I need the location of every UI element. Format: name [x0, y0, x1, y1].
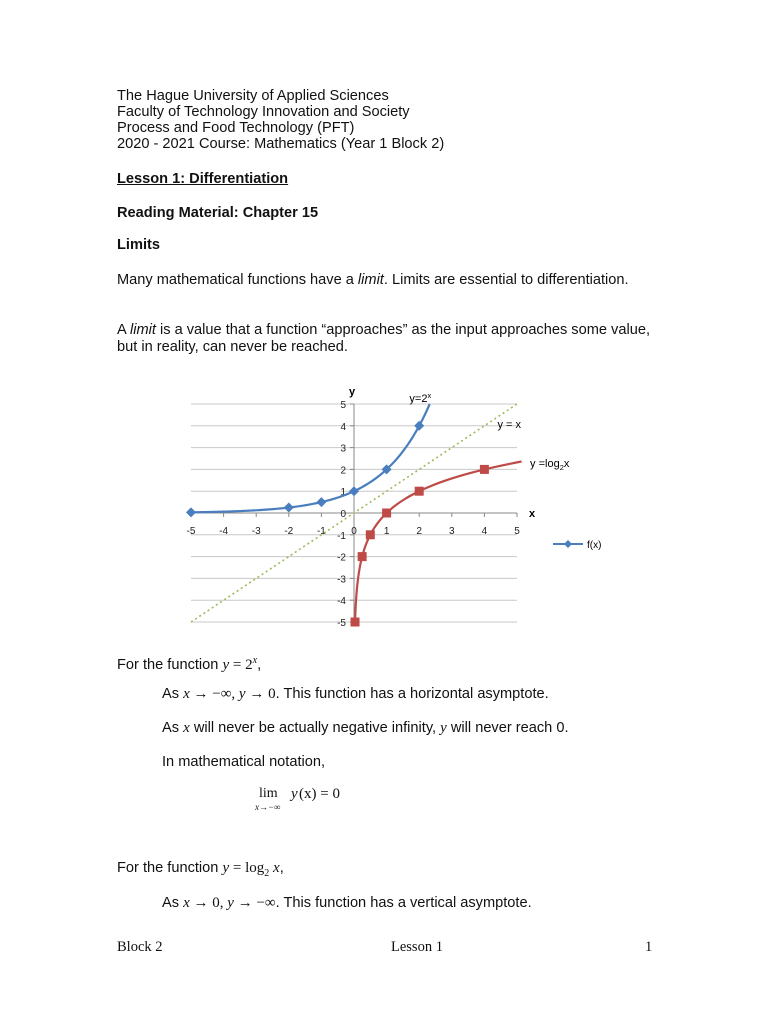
log-marker	[358, 552, 367, 561]
function2-intro-text: For the function	[117, 860, 223, 876]
function2-intro-end: ,	[279, 860, 284, 876]
function1-intro-text: For the function	[117, 656, 223, 673]
exp-curve	[191, 404, 430, 512]
paragraph-1	[117, 272, 657, 289]
paragraph-1-emphasis: limit	[357, 272, 384, 288]
legend-label: f(x)	[587, 540, 602, 551]
y-axis-label: y	[349, 386, 356, 398]
x-tick-label: -1	[316, 526, 326, 537]
limit-function-y: y	[291, 786, 298, 802]
limit-expression	[255, 786, 378, 816]
function2-line1-pre: As	[162, 895, 184, 911]
function1-expr-rhs: = 2	[229, 656, 253, 673]
limit-subscript: x→−∞	[255, 802, 281, 812]
function1-line2	[162, 720, 569, 736]
x-tick-label: 3	[449, 526, 455, 537]
log-marker	[382, 509, 391, 518]
section-title: Limits	[117, 237, 160, 253]
function1-line1-pre: As	[162, 686, 184, 702]
y-tick-label: 2	[340, 465, 346, 477]
limits-chart	[150, 378, 620, 640]
header-faculty: Faculty of Technology Innovation and Society	[117, 104, 410, 120]
x-tick-label: -3	[251, 526, 261, 537]
paragraph-2-end: is a value that a function “approaches” as the input approaches some value, but in reality, can never be reached.	[117, 322, 650, 355]
function1-line2-x: x	[183, 720, 190, 736]
function1-line2-end: will never reach 0.	[446, 720, 569, 736]
function2-expr-y: y	[222, 860, 230, 876]
exp-marker	[284, 503, 294, 513]
function2-line1-y: y	[227, 895, 234, 911]
paragraph-2-start: A	[117, 322, 130, 338]
log-curve-label-pre: y =log	[530, 457, 560, 470]
chart-labels	[349, 386, 570, 520]
exp-curve-label	[409, 391, 431, 405]
y-tick-label: 0	[340, 509, 346, 520]
function1-intro	[117, 653, 261, 673]
header-university: The Hague University of Applied Sciences	[117, 88, 389, 104]
limit-word: lim	[259, 786, 278, 801]
log-marker	[366, 530, 375, 539]
limit-function-rest: (x) = 0	[299, 786, 340, 802]
paragraph-1-end: . Limits are essential to differentiation.	[383, 272, 629, 288]
function2-expr-rhs: = log	[229, 860, 265, 876]
exp-curve-label-base: y=2	[409, 393, 428, 405]
function2-line1-to: → −∞	[233, 895, 276, 911]
y-tick-label: -5	[337, 618, 346, 629]
x-tick-label: -2	[284, 526, 294, 537]
function1-line1-text: . This function has a horizontal asymptote.	[275, 686, 549, 702]
y-tick-label: -1	[337, 530, 346, 542]
function1-line1-x: x	[183, 686, 190, 702]
x-tick-label: 4	[481, 526, 488, 537]
chart-legend	[553, 540, 601, 551]
paragraph-2	[117, 322, 657, 356]
x-tick-label: -5	[186, 526, 196, 537]
chart-ticks	[187, 400, 521, 629]
log-curve-label-sub: 2	[559, 462, 564, 472]
function1-line2-y: y	[440, 720, 447, 736]
log-curve-label-post: x	[563, 457, 570, 470]
function1-line1	[162, 686, 549, 702]
legend-marker	[564, 540, 572, 548]
function1-expr-y: y	[222, 656, 230, 673]
function1-line2-pre: As	[162, 720, 184, 736]
y-tick-label: 3	[340, 443, 346, 455]
function2-intro	[117, 860, 284, 882]
reading-material: Reading Material: Chapter 15	[117, 205, 319, 221]
function1-line2-mid: will never be actually negative infinity,	[189, 720, 441, 736]
function1-notation: In mathematical notation,	[162, 754, 326, 770]
y-tick-label: 1	[340, 487, 346, 499]
y-tick-label: -2	[337, 552, 346, 564]
function2-line1-x: x	[183, 895, 190, 911]
exp-marker	[186, 507, 196, 517]
x-tick-label: -4	[219, 526, 229, 537]
footer-block: Block 2	[117, 939, 163, 955]
x-tick-label: 0	[351, 526, 357, 537]
function2-line1-text: . This function has a vertical asymptote.	[275, 895, 532, 911]
log-marker	[415, 487, 424, 496]
lesson-title: Lesson 1: Differentiation	[117, 171, 289, 187]
function1-intro-end: ,	[257, 656, 262, 673]
y-tick-label: 4	[340, 421, 346, 433]
x-axis-label: x	[529, 508, 536, 520]
footer-lesson: Lesson 1	[391, 939, 443, 955]
log-curve-label	[530, 458, 570, 472]
exp-marker	[414, 421, 424, 431]
function1-expr-sup: x	[252, 655, 258, 666]
exp-marker	[316, 497, 326, 507]
function1-line1-y: y	[238, 686, 246, 702]
function1-line1-arrow: → −∞,	[189, 686, 239, 702]
paragraph-1-start: Many mathematical functions have a	[117, 272, 358, 288]
exp-marker	[349, 486, 359, 496]
function2-expr-sub: 2	[264, 867, 270, 879]
x-tick-label: 5	[514, 526, 520, 537]
function2-line1	[162, 895, 532, 911]
y-tick-label: 5	[340, 400, 346, 411]
function2-line1-arrow: → 0,	[189, 895, 228, 911]
log-curve	[355, 462, 522, 622]
function2-expr-x: x	[269, 860, 280, 876]
y-tick-label: -3	[337, 574, 346, 586]
log-marker	[480, 465, 489, 474]
x-tick-label: 1	[383, 526, 390, 537]
identity-line-label: y = x	[497, 418, 521, 431]
paragraph-2-emphasis: limit	[129, 322, 156, 338]
x-tick-label: 2	[416, 526, 422, 537]
log-marker	[351, 618, 360, 627]
exp-curve-label-sup: x	[427, 391, 432, 400]
footer-page-number: 1	[645, 939, 653, 955]
y-tick-label: -4	[337, 596, 346, 608]
header-program: Process and Food Technology (PFT)	[117, 120, 355, 136]
function1-line1-to: → 0	[245, 686, 276, 702]
header-course: 2020 - 2021 Course: Mathematics (Year 1 Block 2)	[117, 136, 445, 152]
